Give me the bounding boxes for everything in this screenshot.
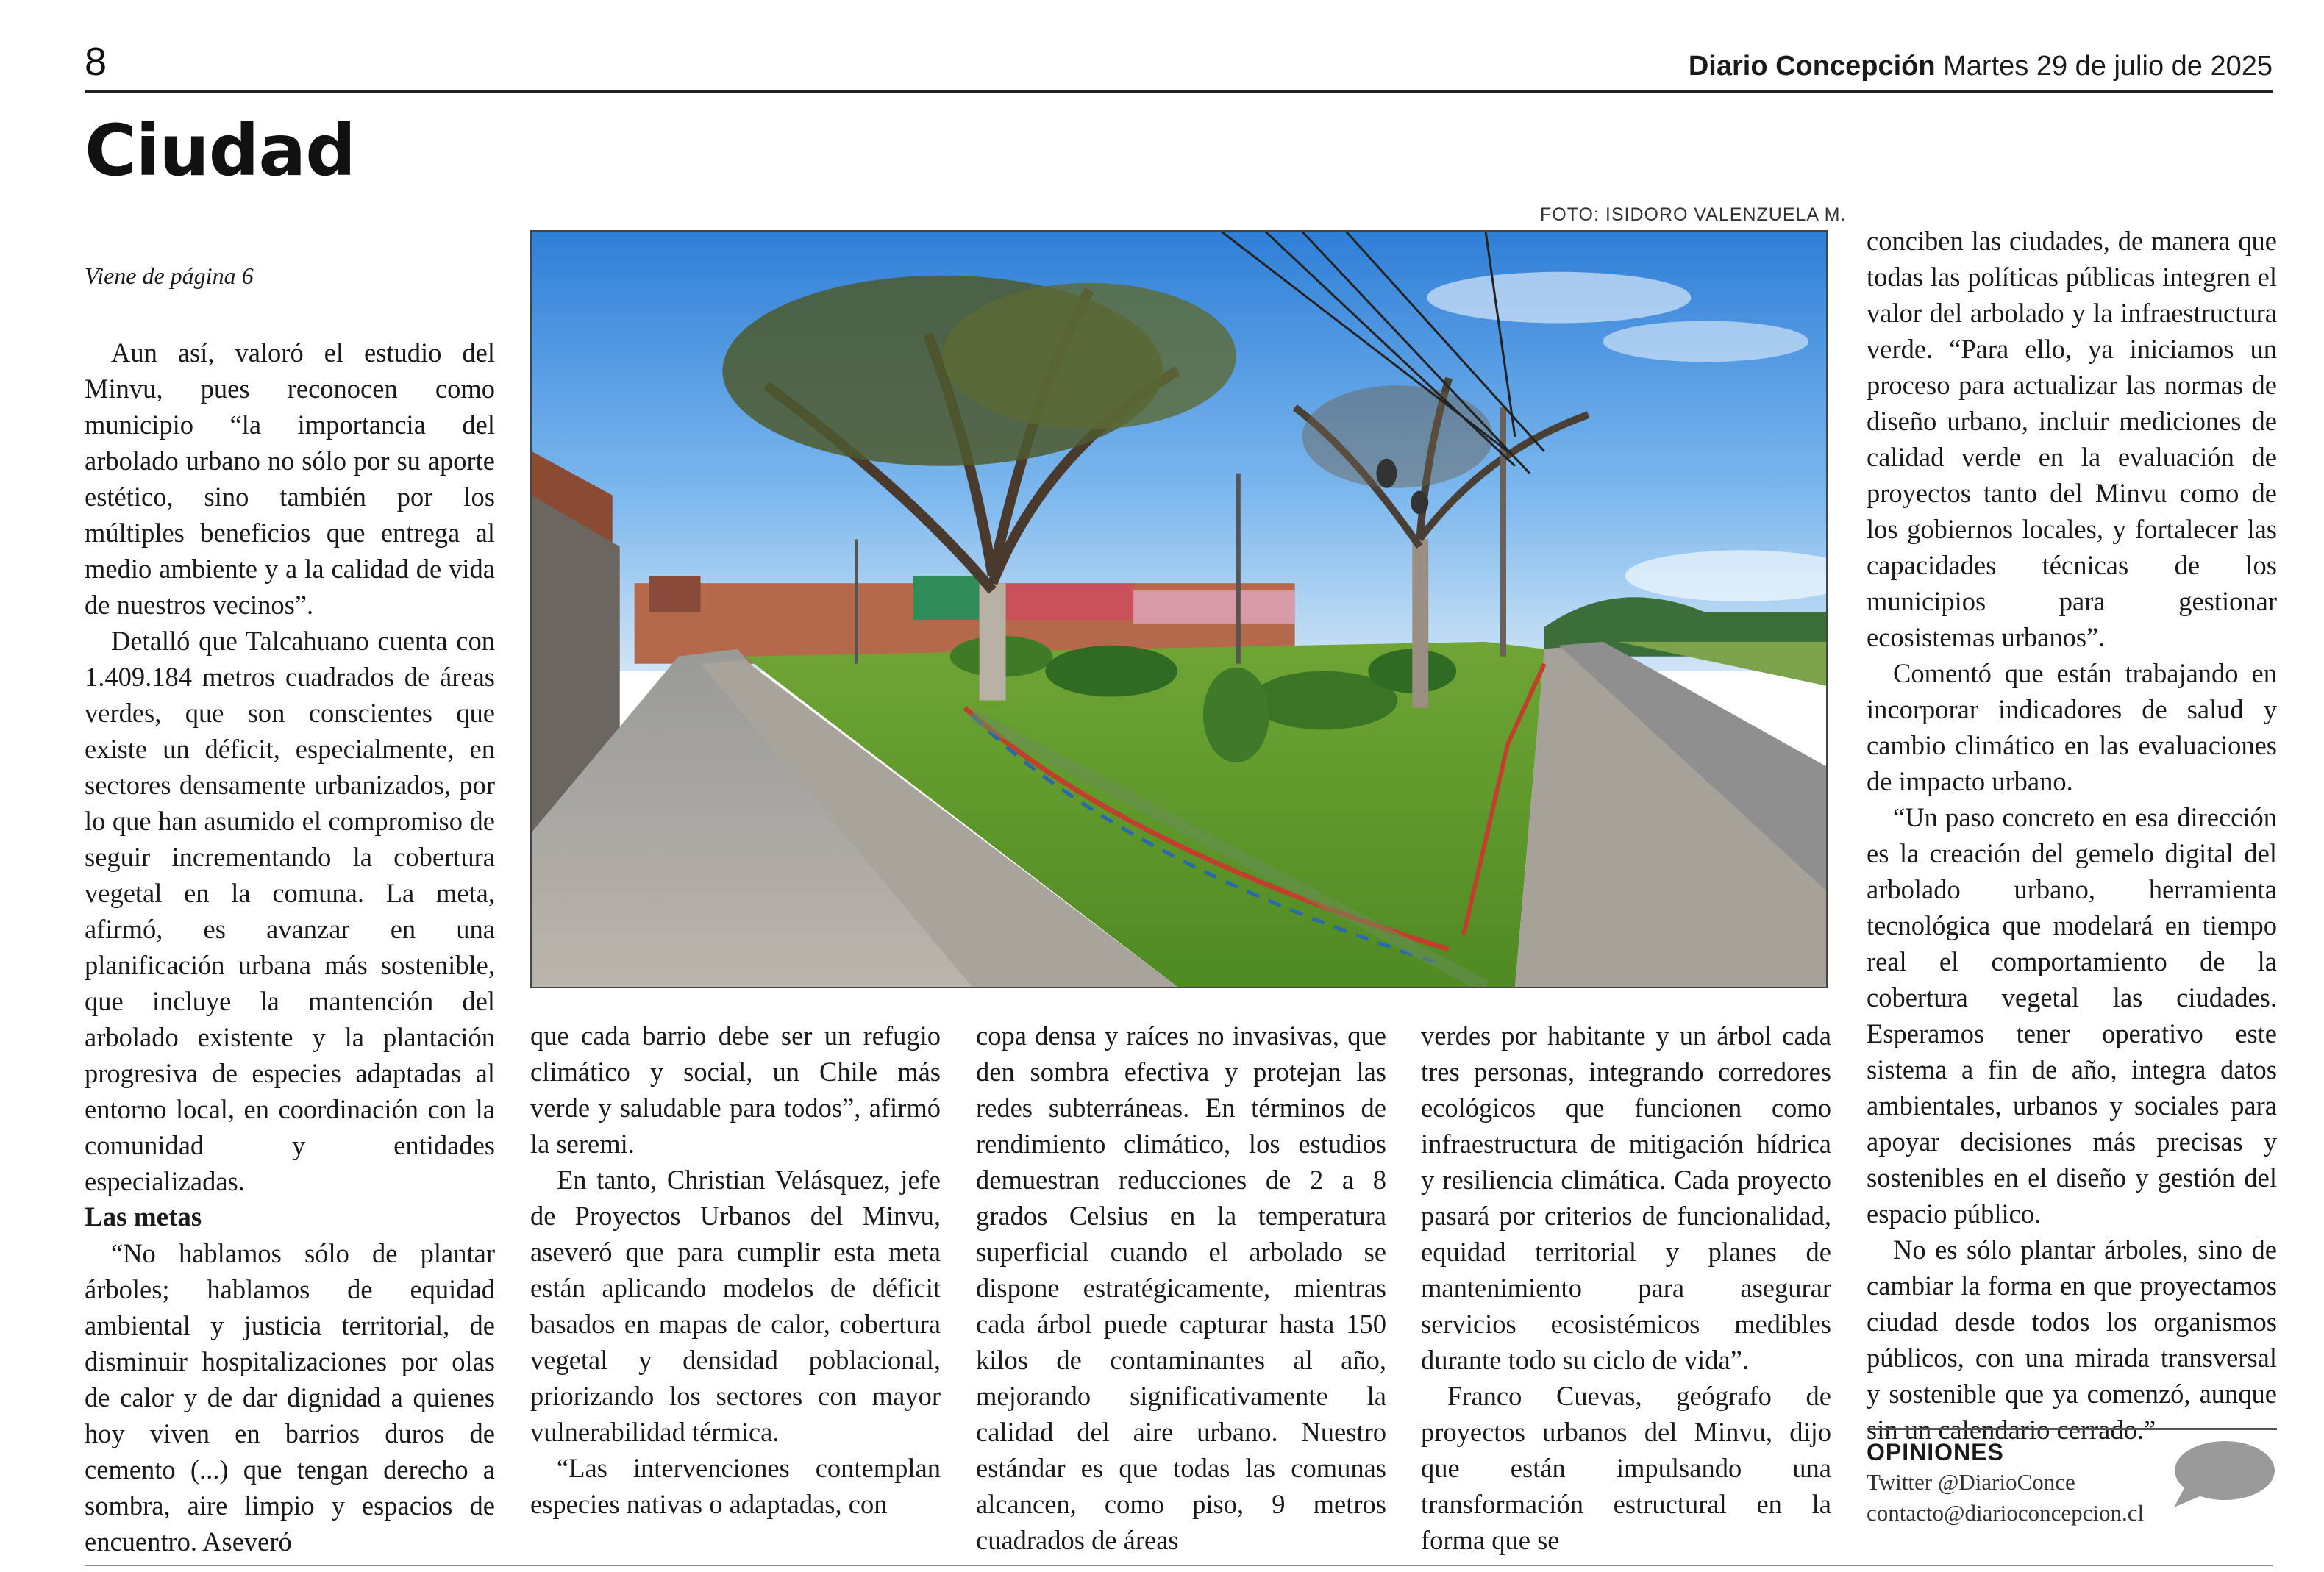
- paper-name: Diario Concepción: [1688, 51, 1936, 82]
- speech-bubble-icon: [2170, 1440, 2276, 1513]
- article-column-1: [85, 335, 495, 1560]
- paragraph: verdes por habitante y un árbol cada tres personas, integrando corredores ecológicos que funcionen como infraestructura de mitigación hídrica y resiliencia climática. Cada proyecto pasará por criterios de funcionalidad, equidad territorial y planes de mantenimiento para asegurar servicios ecosistémicos medibles durante todo su ciclo de vida”.: [1421, 1021, 1831, 1375]
- issue-date: Martes 29 de julio de 2025: [1943, 51, 2273, 82]
- footer-rule: [85, 1565, 2273, 1566]
- paragraph: copa densa y raíces no invasivas, que den sombra efectiva y protejan las redes subterráneas. En términos de rendimiento climático, los estudios demuestran reducciones de 2 a 8 grados Celsius en la temperatura superficial cuando el arbolado se dispone estratégicamente, mientras cada árbol puede capturar hasta 150 kilos de contaminantes al año, mejorando significativamente la calidad del aire urbano. Nuestro estándar es que todas las comunas alcancen, como piso, 9 metros cuadrados de áreas: [976, 1021, 1386, 1555]
- paragraph: “No hablamos sólo de plantar árboles; hablamos de equidad ambiental y justicia territorial, de disminuir hospitalizaciones por olas de calor y de dar dignidad a quienes hoy viven en barrios duros de cemento (...) que tengan derecho a sombra, aire limpio y espacios de encuentro. Aseveró: [85, 1238, 495, 1557]
- page-number: 8: [85, 40, 107, 84]
- paragraph: Detalló que Talcahuano cuenta con 1.409.184 metros cuadrados de áreas verdes, que son conscientes que existe un déficit, especialmente, en sectores densamente urbanizados, por lo que han asumido el compromiso de seguir incrementando la cobertura vegetal en la comuna. La meta, afirmó, es avanzar en una planificación urbana más sostenible, que incluye la mantención del arbolado existente y la plantación progresiva de especies adaptadas al entorno local, en coordinación con la comunidad y entidades especializadas.: [85, 626, 495, 1196]
- opinions-title: OPINIONES: [1867, 1439, 2004, 1465]
- article-column-5: [1867, 223, 2277, 1448]
- contact-email[interactable]: contacto@diarioconcepcion.cl: [1867, 1500, 2145, 1526]
- paragraph: Franco Cuevas, geógrafo de proyectos urbanos del Minvu, dijo que están impulsando una transformación estructural en la forma que se: [1421, 1381, 1831, 1555]
- masthead: [1689, 49, 2273, 84]
- paragraph: “Las intervenciones contemplan especies nativas o adaptadas, con: [530, 1453, 941, 1519]
- article-photo: [530, 230, 1828, 988]
- page-header: [85, 38, 2273, 93]
- paragraph: Aun así, valoró el estudio del Minvu, pues reconocen como municipio “la importancia del arbolado urbano no sólo por su aporte estético, sino también por los múltiples beneficios que entrega al medio ambiente y a la calidad de vida de nuestros vecinos”.: [85, 337, 495, 620]
- continued-from: Viene de página 6: [85, 262, 254, 289]
- section-title: Ciudad: [85, 110, 355, 192]
- paragraph: Comentó que están trabajando en incorporar indicadores de salud y cambio climático en las evaluaciones de impacto urbano.: [1867, 658, 2277, 796]
- paragraph: que cada barrio debe ser un refugio climático y social, un Chile más verde y saludable para todos”, afirmó la seremi.: [530, 1021, 941, 1159]
- twitter-handle[interactable]: Twitter @DiarioConce: [1867, 1469, 2075, 1495]
- paragraph: En tanto, Christian Velásquez, jefe de Proyectos Urbanos del Minvu, aseveró que para cumplir esta meta están aplicando modelos de déficit basados en mapas de calor, cobertura vegetal y densidad poblacional, priorizando los sectores con mayor vulnerabilidad térmica.: [530, 1165, 941, 1447]
- photo-credit: FOTO: ISIDORO VALENZUELA M.: [1540, 204, 1847, 225]
- article-column-3: [976, 1018, 1386, 1558]
- subheading: Las metas: [85, 1202, 202, 1232]
- paragraph: No es sólo plantar árboles, sino de cambiar la forma en que proyectamos ciudad desde todos los organismos públicos, con una mirada transversal y sostenible que ya comenzó, aunque sin un calendario cerrado.”: [1867, 1235, 2277, 1445]
- paragraph: conciben las ciudades, de manera que todas las políticas públicas integren el valor del arbolado y la infraestructura verde. “Para ello, ya iniciamos un proceso para actualizar las normas de diseño urbano, incluir mediciones de calidad verde en la evaluación de proyectos tanto del Minvu como de los gobiernos locales, y fortalecer las capacidades técnicas de los municipios para gestionar ecosistemas urbanos”.: [1867, 226, 2277, 652]
- park-photo-illustration: [532, 232, 1826, 987]
- article-column-2: [530, 1018, 941, 1522]
- paragraph: “Un paso concreto en esa dirección es la creación del gemelo digital del arbolado urbano, herramienta tecnológica que modelará en tiempo real el comportamiento de la cobertura vegetal las ciudades. Esperamos tener operativo este sistema a fin de año, integra datos ambientales, urbanos y sociales para apoyar decisiones más precisas y sostenibles en el diseño y gestión del espacio público.: [1867, 802, 2277, 1229]
- article-column-4: [1421, 1018, 1831, 1558]
